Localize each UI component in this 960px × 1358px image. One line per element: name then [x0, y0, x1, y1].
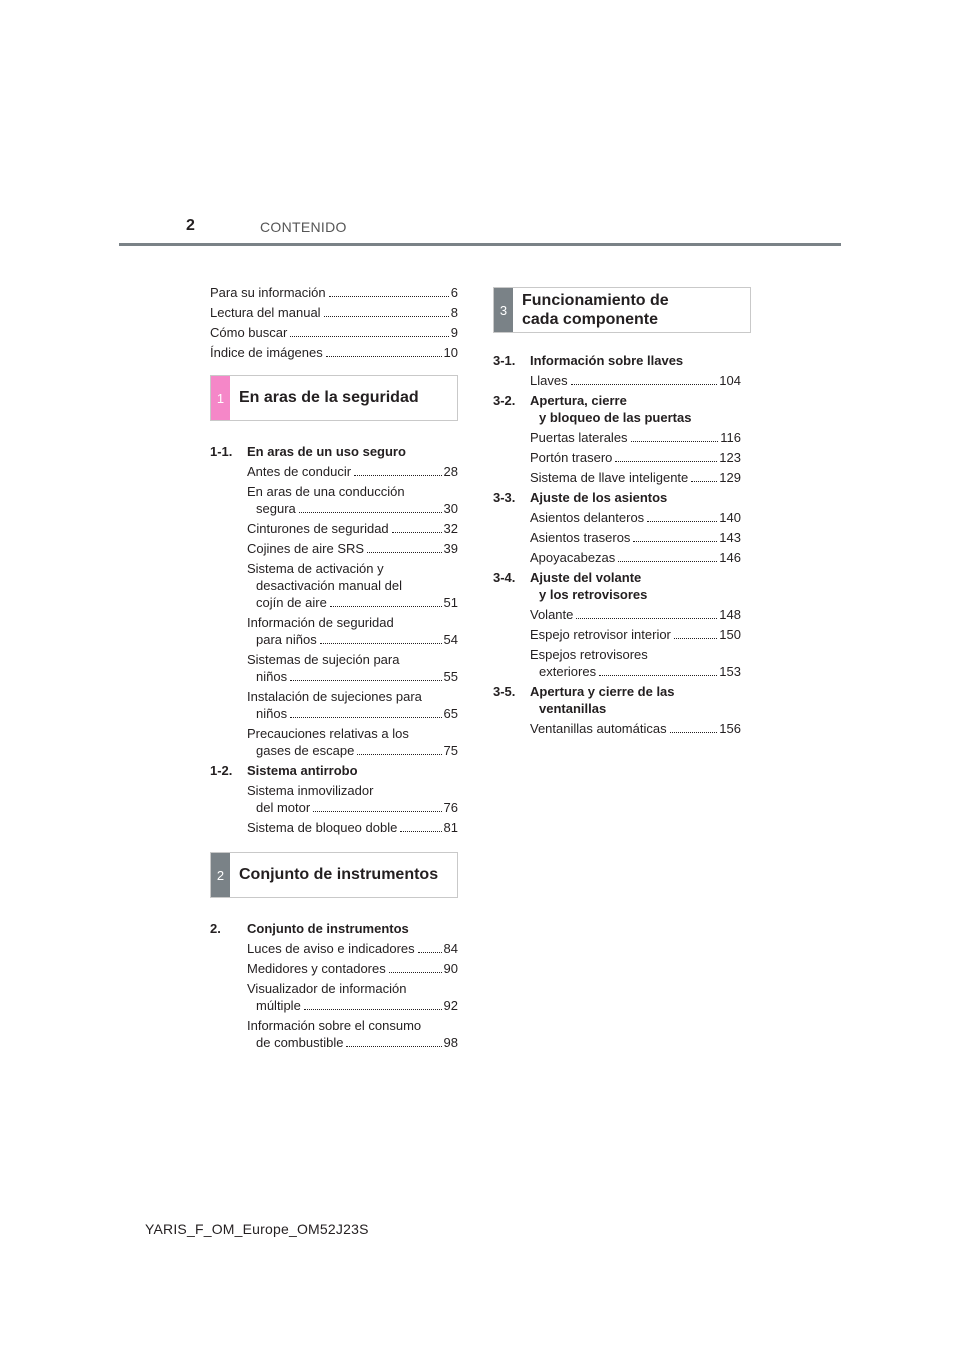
toc-entry[interactable]: Sistema de bloqueo doble 81: [247, 820, 458, 835]
toc-entry[interactable]: Asientos traseros 143: [530, 530, 741, 545]
toc-entry[interactable]: Ventanillas automáticas 156: [530, 721, 741, 736]
toc-entry[interactable]: Medidores y contadores 90: [247, 961, 458, 976]
toc-entry[interactable]: Sistema de llave inteligente 129: [530, 470, 741, 485]
toc-entry[interactable]: Instalación de sujeciones para niños 65: [247, 689, 458, 721]
toc-entry[interactable]: Llaves 104: [530, 373, 741, 388]
chapter-tab: 1: [211, 376, 230, 420]
toc-entry[interactable]: Visualizador de información múltiple 92: [247, 981, 458, 1013]
section-heading: 2. Conjunto de instrumentos: [210, 921, 409, 936]
toc-entry[interactable]: Cinturones de seguridad 32: [247, 521, 458, 536]
toc-entry[interactable]: Índice de imágenes 10: [210, 345, 458, 360]
chapter-title: En aras de la seguridad: [239, 389, 419, 406]
toc-entry[interactable]: Cómo buscar 9: [210, 325, 458, 340]
section-heading: 3-2. Apertura, cierre y bloqueo de las puertas: [493, 393, 692, 425]
toc-entry[interactable]: Sistema de activación y desactivación manual del cojín de aire 51: [247, 561, 458, 610]
toc-entry[interactable]: En aras de una conducción segura 30: [247, 484, 458, 516]
toc-entry[interactable]: Sistema inmovilizador del motor 76: [247, 783, 458, 815]
toc-entry[interactable]: Espejos retrovisores exteriores 153: [530, 647, 741, 679]
chapter-title: Funcionamiento de cada componente: [522, 292, 669, 328]
toc-left-column: [210, 284, 458, 1054]
toc-entry[interactable]: Información de seguridad para niños 54: [247, 615, 458, 647]
toc-entry[interactable]: Apoyacabezas 146: [530, 550, 741, 565]
page-header: [0, 0, 960, 250]
chapter-2-header[interactable]: [210, 852, 458, 898]
toc-entry[interactable]: Volante 148: [530, 607, 741, 622]
chapter-tab: 2: [211, 853, 230, 897]
document-code: YARIS_F_OM_Europe_OM52J23S: [145, 1221, 369, 1237]
chapter-1-header[interactable]: [210, 375, 458, 421]
toc-entry[interactable]: Asientos delanteros 140: [530, 510, 741, 525]
chapter-3-header[interactable]: [493, 287, 751, 333]
toc-entry[interactable]: Para su información 6: [210, 285, 458, 300]
toc-entry[interactable]: Cojines de aire SRS 39: [247, 541, 458, 556]
toc-entry[interactable]: Portón trasero 123: [530, 450, 741, 465]
toc-entry[interactable]: Lectura del manual 8: [210, 305, 458, 320]
chapter-title: Conjunto de instrumentos: [239, 866, 439, 883]
page-number: 2: [186, 217, 195, 234]
section-heading: 1-1. En aras de un uso seguro: [210, 444, 406, 459]
toc-entry[interactable]: Antes de conducir 28: [247, 464, 458, 479]
section-heading: 3-4. Ajuste del volante y los retrovisores: [493, 570, 648, 602]
section-heading: 3-1. Información sobre llaves: [493, 353, 684, 368]
toc-entry[interactable]: Puertas laterales 116: [530, 430, 741, 445]
section-heading: 3-3. Ajuste de los asientos: [493, 490, 668, 505]
section-title: CONTENIDO: [260, 219, 347, 235]
toc-entry[interactable]: Espejo retrovisor interior 150: [530, 627, 741, 642]
toc-right-column: [493, 287, 741, 740]
toc-entry[interactable]: Sistemas de sujeción para niños 55: [247, 652, 458, 684]
section-heading: 3-5. Apertura y cierre de las ventanillas: [493, 684, 675, 716]
toc-entry[interactable]: Información sobre el consumo de combustible 98: [247, 1018, 458, 1050]
chapter-tab: 3: [494, 288, 513, 332]
toc-entry[interactable]: Luces de aviso e indicadores 84: [247, 941, 458, 956]
header-divider: [119, 243, 841, 246]
toc-entry[interactable]: Precauciones relativas a los gases de escape 75: [247, 726, 458, 758]
section-heading: 1-2. Sistema antirrobo: [210, 763, 358, 778]
